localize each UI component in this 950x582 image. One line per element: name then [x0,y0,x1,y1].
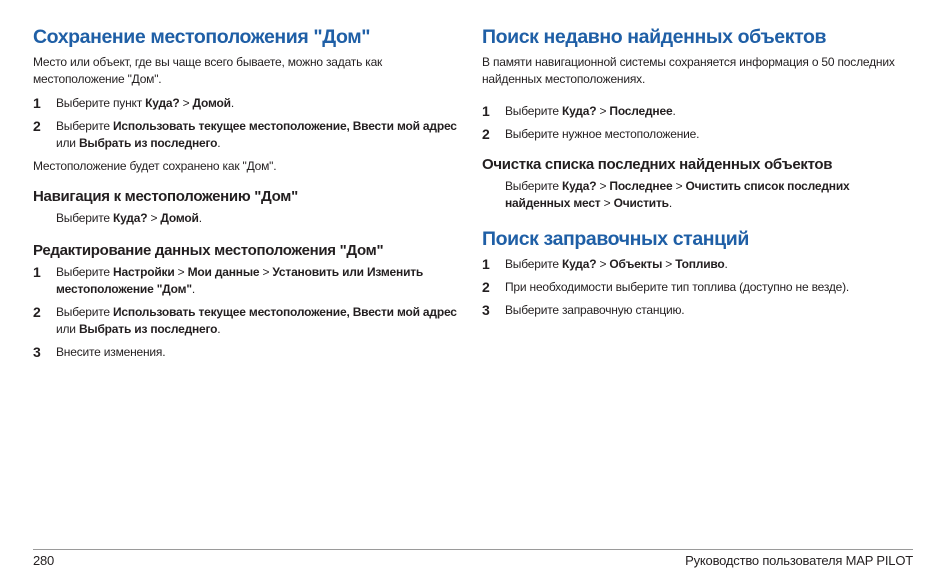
step-text: Внесите изменения. [56,345,166,359]
step-save-home-2 [33,118,463,152]
step-save-home-1 [33,95,463,112]
section-title-fuel: Поиск заправочных станций [482,228,749,250]
step-text: Выберите Использовать текущее местоположение, Ввести мой адрес или Выбрать из последнего. [56,305,457,336]
footer-divider [33,549,913,550]
step-recent-1 [482,103,912,120]
subsection-title-edit-home: Редактирование данных местоположения "Дом" [33,242,384,259]
step-number: 3 [482,302,490,318]
right-column [482,24,912,319]
step-fuel-1 [482,256,912,273]
subsection-title-navigate-home: Навигация к местоположению "Дом" [33,188,298,205]
step-number: 2 [33,304,41,320]
intro-save-home: Место или объект, где вы чаще всего бываете, можно задать как местоположение "Дом". [33,55,383,86]
step-fuel-2 [482,279,912,296]
step-number: 2 [482,126,490,142]
note-save-home: Местоположение будет сохранено как "Дом". [33,159,277,173]
left-column [33,24,463,361]
step-number: 1 [482,256,490,272]
step-text: Выберите пункт Куда? > Домой. [56,96,234,110]
text-navigate-home: Выберите Куда? > Домой. [56,211,202,225]
step-edit-home-2 [33,304,463,338]
step-edit-home-3 [33,344,463,361]
step-number: 2 [482,279,490,295]
manual-title: Руководство пользователя MAP PILOT [685,553,913,568]
step-text: Выберите Куда? > Объекты > Топливо. [505,257,728,271]
step-number: 1 [33,95,41,111]
step-number: 1 [33,264,41,280]
section-title-recent: Поиск недавно найденных объектов [482,26,827,48]
page-number: 280 [33,553,55,568]
step-recent-2 [482,126,912,143]
step-text: При необходимости выберите тип топлива (доступно не везде). [505,280,850,294]
step-edit-home-1 [33,264,463,298]
step-text: Выберите Настройки > Мои данные > Установить или Изменить местоположение "Дом". [56,265,424,296]
step-number: 3 [33,344,41,360]
step-number: 2 [33,118,41,134]
step-text: Выберите Использовать текущее местоположение, Ввести мой адрес или Выбрать из последнего. [56,119,457,150]
step-fuel-3 [482,302,912,319]
step-text: Выберите заправочную станцию. [505,303,685,317]
section-title-save-home: Сохранение местоположения "Дом" [33,26,371,48]
text-clear-recent: Выберите Куда? > Последнее > Очистить список последних найденных мест > Очистить. [505,179,850,210]
subsection-title-clear-recent: Очистка списка последних найденных объектов [482,156,833,173]
step-text: Выберите нужное местоположение. [505,127,700,141]
intro-recent: В памяти навигационной системы сохраняется информация о 50 последних найденных местоположениях. [482,55,895,86]
step-text: Выберите Куда? > Последнее. [505,104,676,118]
step-number: 1 [482,103,490,119]
